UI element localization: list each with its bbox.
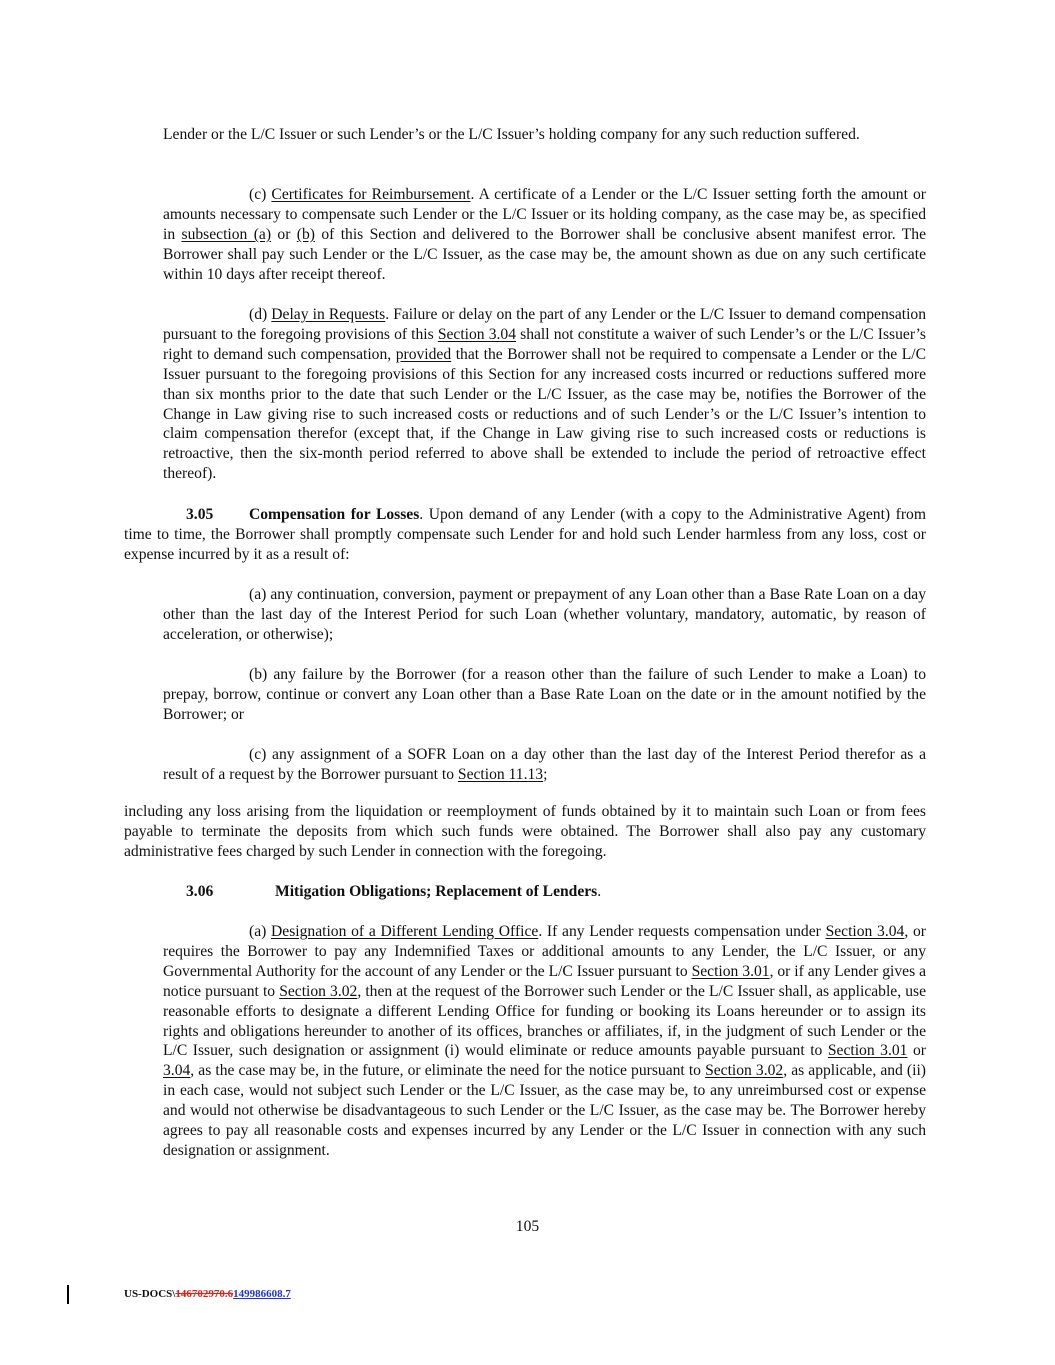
cross-reference: Section 3.04 (825, 923, 905, 940)
section-number: 3.06 (186, 883, 214, 900)
paragraph-title: Designation of a Different Lending Office (271, 923, 539, 940)
cross-reference: Section 11.13 (457, 765, 544, 783)
section-3-06-heading: 3.06 Mitigation Obligations; Replacement of Lenders. (186, 883, 602, 900)
cross-reference: (b) (296, 225, 315, 243)
page-number: 105 (515, 1218, 540, 1235)
deleted-doc-id: 146702970.6 (175, 1288, 234, 1300)
paragraph-3-05-c: (c) any assignment of a SOFR Loan on a day other than the last day of the Interest Period therefor as a result of a request by the Borrower pursuant to Section 11.13; (163, 746, 926, 783)
paragraph-title: Certificates for Reimbursement (271, 186, 471, 203)
section-title: Mitigation Obligations; Replacement of Lenders (275, 883, 598, 900)
cross-reference: subsection (a) (181, 225, 272, 243)
section-3-05: 3.05 Compensation for Losses. Upon demand of any Lender (with a copy to the Administrative Agent) from time to time, the Borrower shall promptly compensate such Lender for and hold such Lender harmless from any loss, cost or expense incurred by it as a result of: (124, 506, 926, 563)
paragraph-3-05-a: (a) any continuation, conversion, payment or prepayment of any Loan other than a Base Rate Loan on a day other than the last day of the Interest Period for such Loan (whether voluntary, mandatory, automatic, by reason of acceleration, or otherwise); (163, 586, 926, 643)
cross-reference: Section 3.04 (437, 325, 517, 343)
cross-reference: Section 3.02 (279, 982, 358, 1000)
paragraph-3-06-a: (a) Designation of a Different Lending Office. If any Lender requests compensation under Section 3.04, or requires the Borrower to pay any Indemnified Taxes or additional amounts to any Lender, the L/C Issuer, or any Governmental Authority for the account of any Lender or the L/C Issuer pursuant to Section 3.01, or if any Lender gives a notice pursuant to Section 3.02, then at the request of the Borrower such Lender or the L/C Issuer shall, as applicable, use reasonable efforts to designate a different Lending Office for funding or booking its Loans hereunder or to assign its rights and obligations hereunder to another of its offices, branches or affiliates, if, in the judgment of such Lender or the L/C Issuer, such designation or assignment (i) would eliminate or reduce amounts payable pursuant to Section 3.01 or 3.04, as the case may be, in the future, or eliminate the need for the notice pursuant to Section 3.02, as applicable, and (ii) in each case, would not subject such Lender or the L/C Issuer, as the case may be, to any unreimbursed cost or expense and would not otherwise be disadvantageous to such Lender or the L/C Issuer, as the case may be. The Borrower hereby agrees to pay all reasonable costs and expenses incurred by any Lender or the L/C Issuer in connection with any such designation or assignment. (163, 923, 926, 1159)
paragraph-title: Delay in Requests (271, 306, 386, 323)
cross-reference: Section 3.02 (705, 1062, 784, 1080)
paragraph-c-certificates: (c) Certificates for Reimbursement. A certificate of a Lender or the L/C Issuer setting forth the amount or amounts necessary to compensate such Lender or the L/C Issuer or its holding company, as the case may be, as specified in subsection (a) or (b) of this Section and delivered to the Borrower shall be conclusive absent manifest error. The Borrower shall pay such Lender or the L/C Issuer, as the case may be, the amount shown as due on any such certificate within 10 days after receipt thereof. (163, 186, 927, 283)
paragraph-3-05-tail: including any loss arising from the liquidation or reemployment of funds obtained by it to maintain such Loan or from fees payable to terminate the deposits from which such funds were obtained. The Borrower shall also pay any customary administrative fees charged by such Lender in connection with the foregoing. (124, 803, 926, 860)
cross-reference: 3.04 (163, 1062, 191, 1080)
paragraph-continuation: Lender or the L/C Issuer or such Lender’s or the L/C Issuer’s holding company for any such reduction suffered. (163, 126, 860, 143)
document-id-footer (124, 1288, 291, 1300)
section-title: Compensation for Losses (249, 506, 420, 523)
proviso-term: provided (395, 345, 452, 363)
cross-reference: Section 3.01 (691, 962, 770, 980)
doc-id-prefix: US-DOCS\ (124, 1288, 176, 1300)
cross-reference: Section 3.01 (827, 1042, 908, 1060)
section-number: 3.05 (186, 506, 214, 523)
change-bar (67, 1285, 69, 1304)
paragraph-d-delay: (d) Delay in Requests. Failure or delay on the part of any Lender or the L/C Issuer to demand compensation pursuant to the foregoing provisions of this Section 3.04 shall not constitute a waiver of such Lender’s or the L/C Issuer’s right to demand such compensation, provided that the Borrower shall not be required to compensate a Lender or the L/C Issuer pursuant to the foregoing provisions of this Section for any increased costs incurred or reductions suffered more than six months prior to the date that such Lender or the L/C Issuer, as the case may be, notifies the Borrower of the Change in Law giving rise to such increased costs or reductions and of such Lender’s or the L/C Issuer’s intention to claim compensation therefor (except that, if the Change in Law giving rise to such increased costs or reductions is retroactive, then the six-month period referred to above shall be extended to include the period of retroactive effect thereof). (163, 306, 927, 483)
inserted-doc-id: 149986608.7 (233, 1288, 291, 1300)
paragraph-3-05-b: (b) any failure by the Borrower (for a reason other than the failure of such Lender to make a Loan) to prepay, borrow, continue or convert any Loan other than a Base Rate Loan on the date or in the amount notified by the Borrower; or (163, 666, 926, 723)
